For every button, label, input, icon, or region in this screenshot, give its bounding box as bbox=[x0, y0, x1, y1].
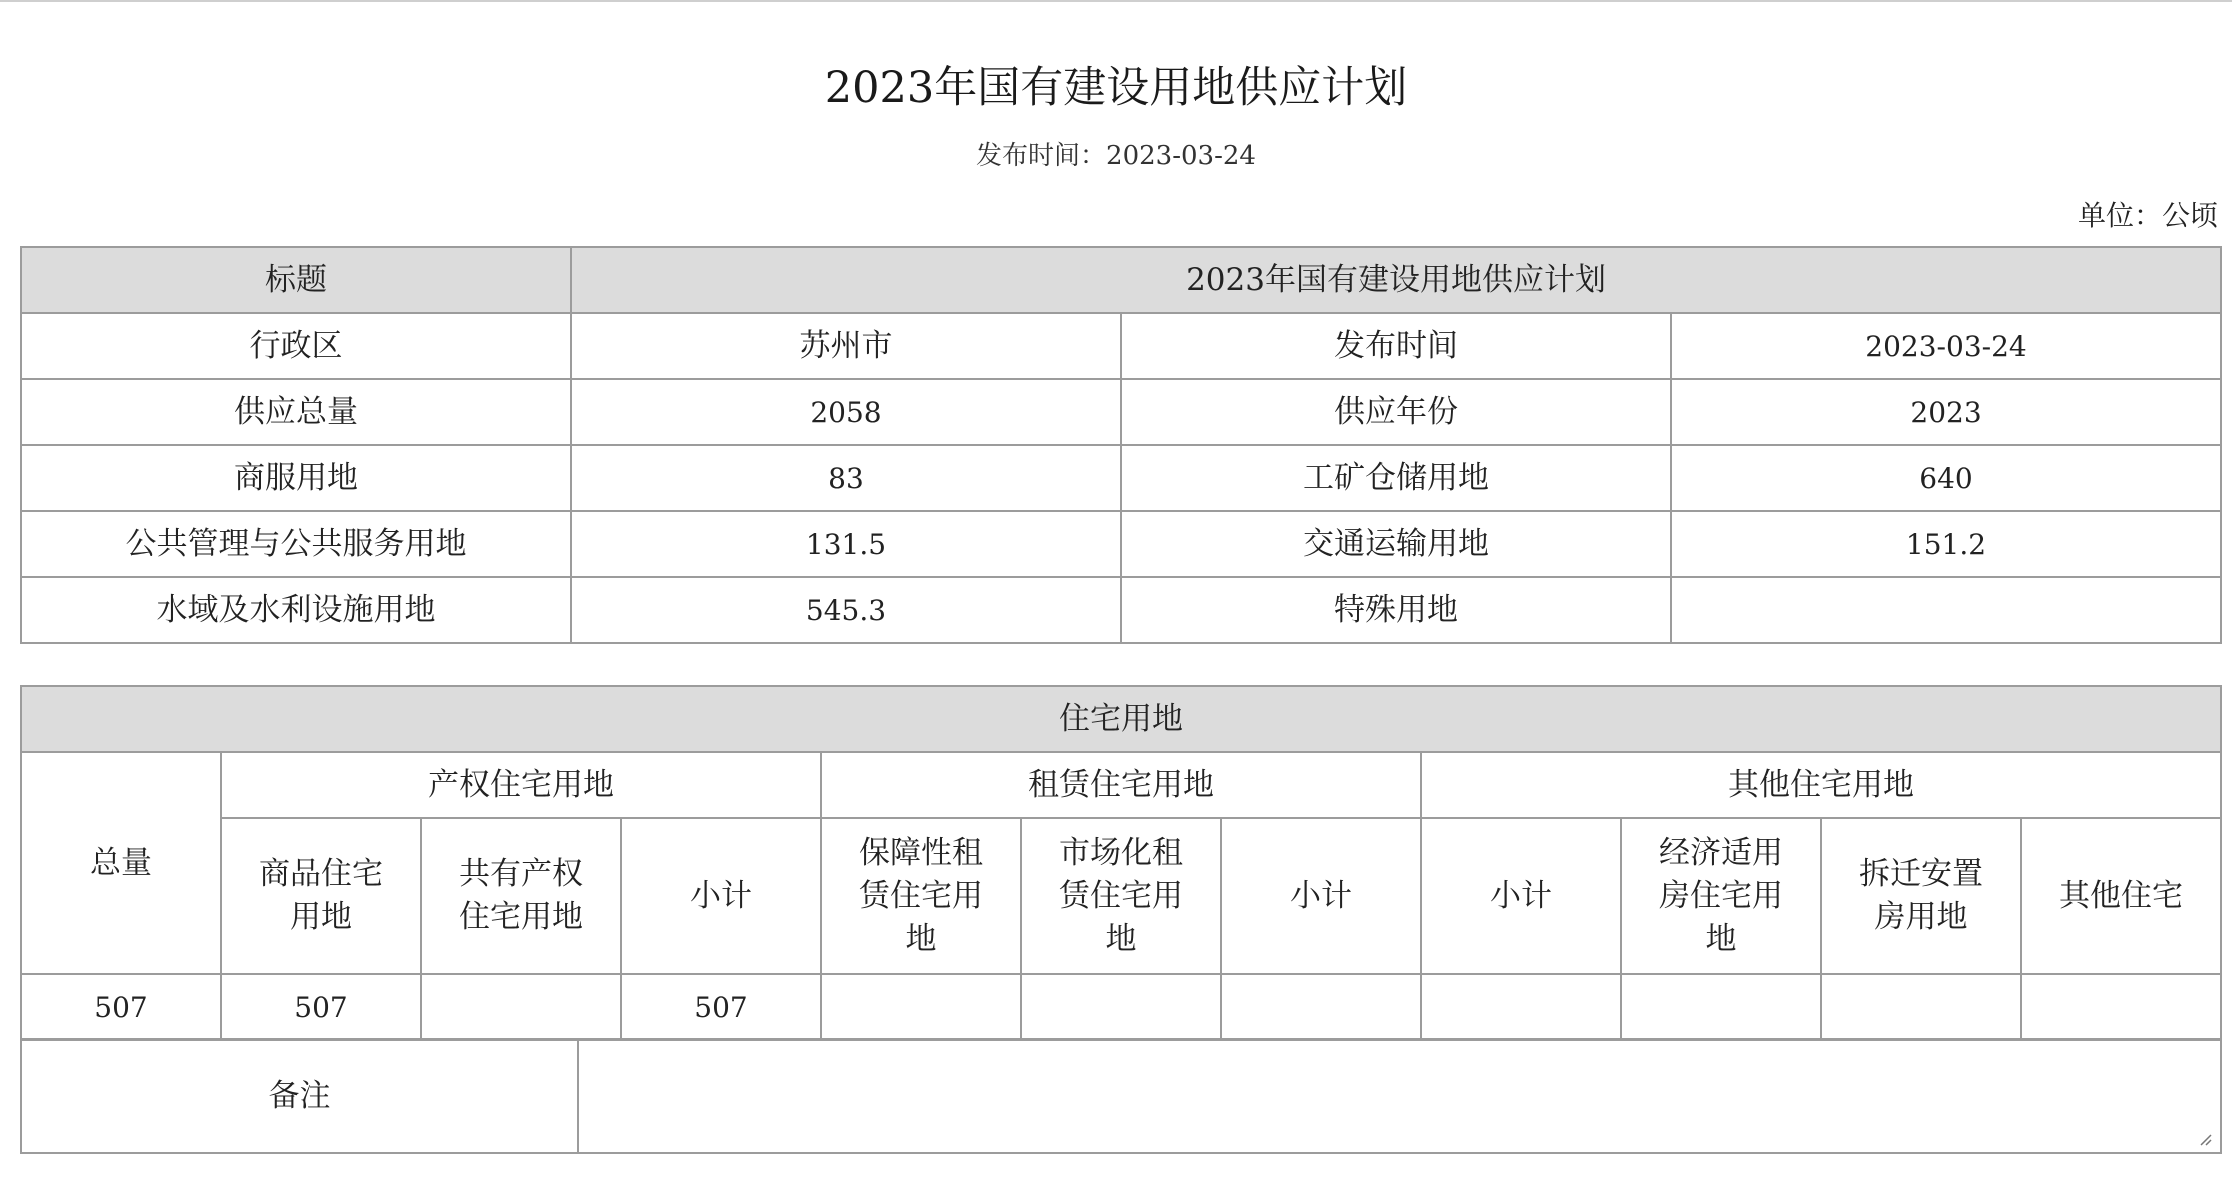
group-property-rights: 产权住宅用地 bbox=[221, 752, 821, 818]
remarks-label: 备注 bbox=[21, 1039, 578, 1153]
total-supply-label: 供应总量 bbox=[21, 379, 571, 445]
subheader-economic-housing: 经济适用房住宅用地 bbox=[1621, 818, 1821, 974]
subheader-market-rental: 市场化租赁住宅用地 bbox=[1021, 818, 1221, 974]
special-land-label: 特殊用地 bbox=[1121, 577, 1671, 643]
commercial-land-label: 商服用地 bbox=[21, 445, 571, 511]
table-row bbox=[21, 974, 2221, 1040]
subheader-affordable-rental: 保障性租赁住宅用地 bbox=[821, 818, 1021, 974]
value-total: 507 bbox=[21, 974, 221, 1040]
subheader-other-housing: 其他住宅 bbox=[2021, 818, 2221, 974]
value-property-subtotal: 507 bbox=[621, 974, 821, 1040]
table-row bbox=[21, 445, 2221, 511]
table-row bbox=[21, 511, 2221, 577]
top-divider bbox=[0, 0, 2232, 2]
value-resettlement-housing bbox=[1821, 974, 2021, 1040]
value-other-housing bbox=[2021, 974, 2221, 1040]
remarks-textarea[interactable] bbox=[578, 1039, 2221, 1153]
value-other-subtotal bbox=[1421, 974, 1621, 1040]
region-value: 苏州市 bbox=[571, 313, 1121, 379]
subheader-subtotal: 小计 bbox=[1421, 818, 1621, 974]
public-service-land-label: 公共管理与公共服务用地 bbox=[21, 511, 571, 577]
subheader-subtotal: 小计 bbox=[1221, 818, 1421, 974]
total-supply-value: 2058 bbox=[571, 379, 1121, 445]
unit-label: 单位：公顷 bbox=[2077, 199, 2218, 232]
table-row bbox=[21, 313, 2221, 379]
transport-land-label: 交通运输用地 bbox=[1121, 511, 1671, 577]
value-rental-subtotal bbox=[1221, 974, 1421, 1040]
special-land-value bbox=[1671, 577, 2221, 643]
value-shared-ownership bbox=[421, 974, 621, 1040]
commercial-land-value: 83 bbox=[571, 445, 1121, 511]
page-title: 2023年国有建设用地供应计划 bbox=[824, 63, 1408, 113]
group-rental: 租赁住宅用地 bbox=[821, 752, 1421, 818]
residential-header: 住宅用地 bbox=[21, 686, 2221, 752]
subheader-shared-ownership: 共有产权住宅用地 bbox=[421, 818, 621, 974]
value-economic-housing bbox=[1621, 974, 1821, 1040]
summary-table bbox=[20, 246, 2222, 644]
title-value-cell: 2023年国有建设用地供应计划 bbox=[571, 247, 2221, 313]
industrial-land-label: 工矿仓储用地 bbox=[1121, 445, 1671, 511]
subheader-resettlement-housing: 拆迁安置房用地 bbox=[1821, 818, 2021, 974]
water-land-label: 水域及水利设施用地 bbox=[21, 577, 571, 643]
subheader-row bbox=[21, 818, 2221, 974]
supply-year-label: 供应年份 bbox=[1121, 379, 1671, 445]
group-other: 其他住宅用地 bbox=[1421, 752, 2221, 818]
value-commercial-housing: 507 bbox=[221, 974, 421, 1040]
table-row bbox=[21, 577, 2221, 643]
value-affordable-rental bbox=[821, 974, 1021, 1040]
resize-handle-icon[interactable] bbox=[2196, 1130, 2212, 1146]
public-service-land-value: 131.5 bbox=[571, 511, 1121, 577]
table-row bbox=[21, 379, 2221, 445]
region-label: 行政区 bbox=[21, 313, 571, 379]
water-land-value: 545.3 bbox=[571, 577, 1121, 643]
subheader-subtotal: 小计 bbox=[621, 818, 821, 974]
publish-time-label: 发布时间 bbox=[1121, 313, 1671, 379]
group-header-row bbox=[21, 752, 2221, 818]
publish-time: 发布时间：2023-03-24 bbox=[976, 141, 1256, 171]
title-label-cell: 标题 bbox=[21, 247, 571, 313]
transport-land-value: 151.2 bbox=[1671, 511, 2221, 577]
remarks-row bbox=[21, 1039, 2221, 1153]
total-label: 总量 bbox=[21, 752, 221, 974]
summary-title-row bbox=[21, 247, 2221, 313]
industrial-land-value: 640 bbox=[1671, 445, 2221, 511]
subheader-commercial-housing: 商品住宅用地 bbox=[221, 818, 421, 974]
publish-time-value: 2023-03-24 bbox=[1671, 313, 2221, 379]
residential-table bbox=[20, 685, 2222, 1041]
remarks-table bbox=[20, 1038, 2222, 1154]
supply-year-value: 2023 bbox=[1671, 379, 2221, 445]
residential-header-row bbox=[21, 686, 2221, 752]
value-market-rental bbox=[1021, 974, 1221, 1040]
